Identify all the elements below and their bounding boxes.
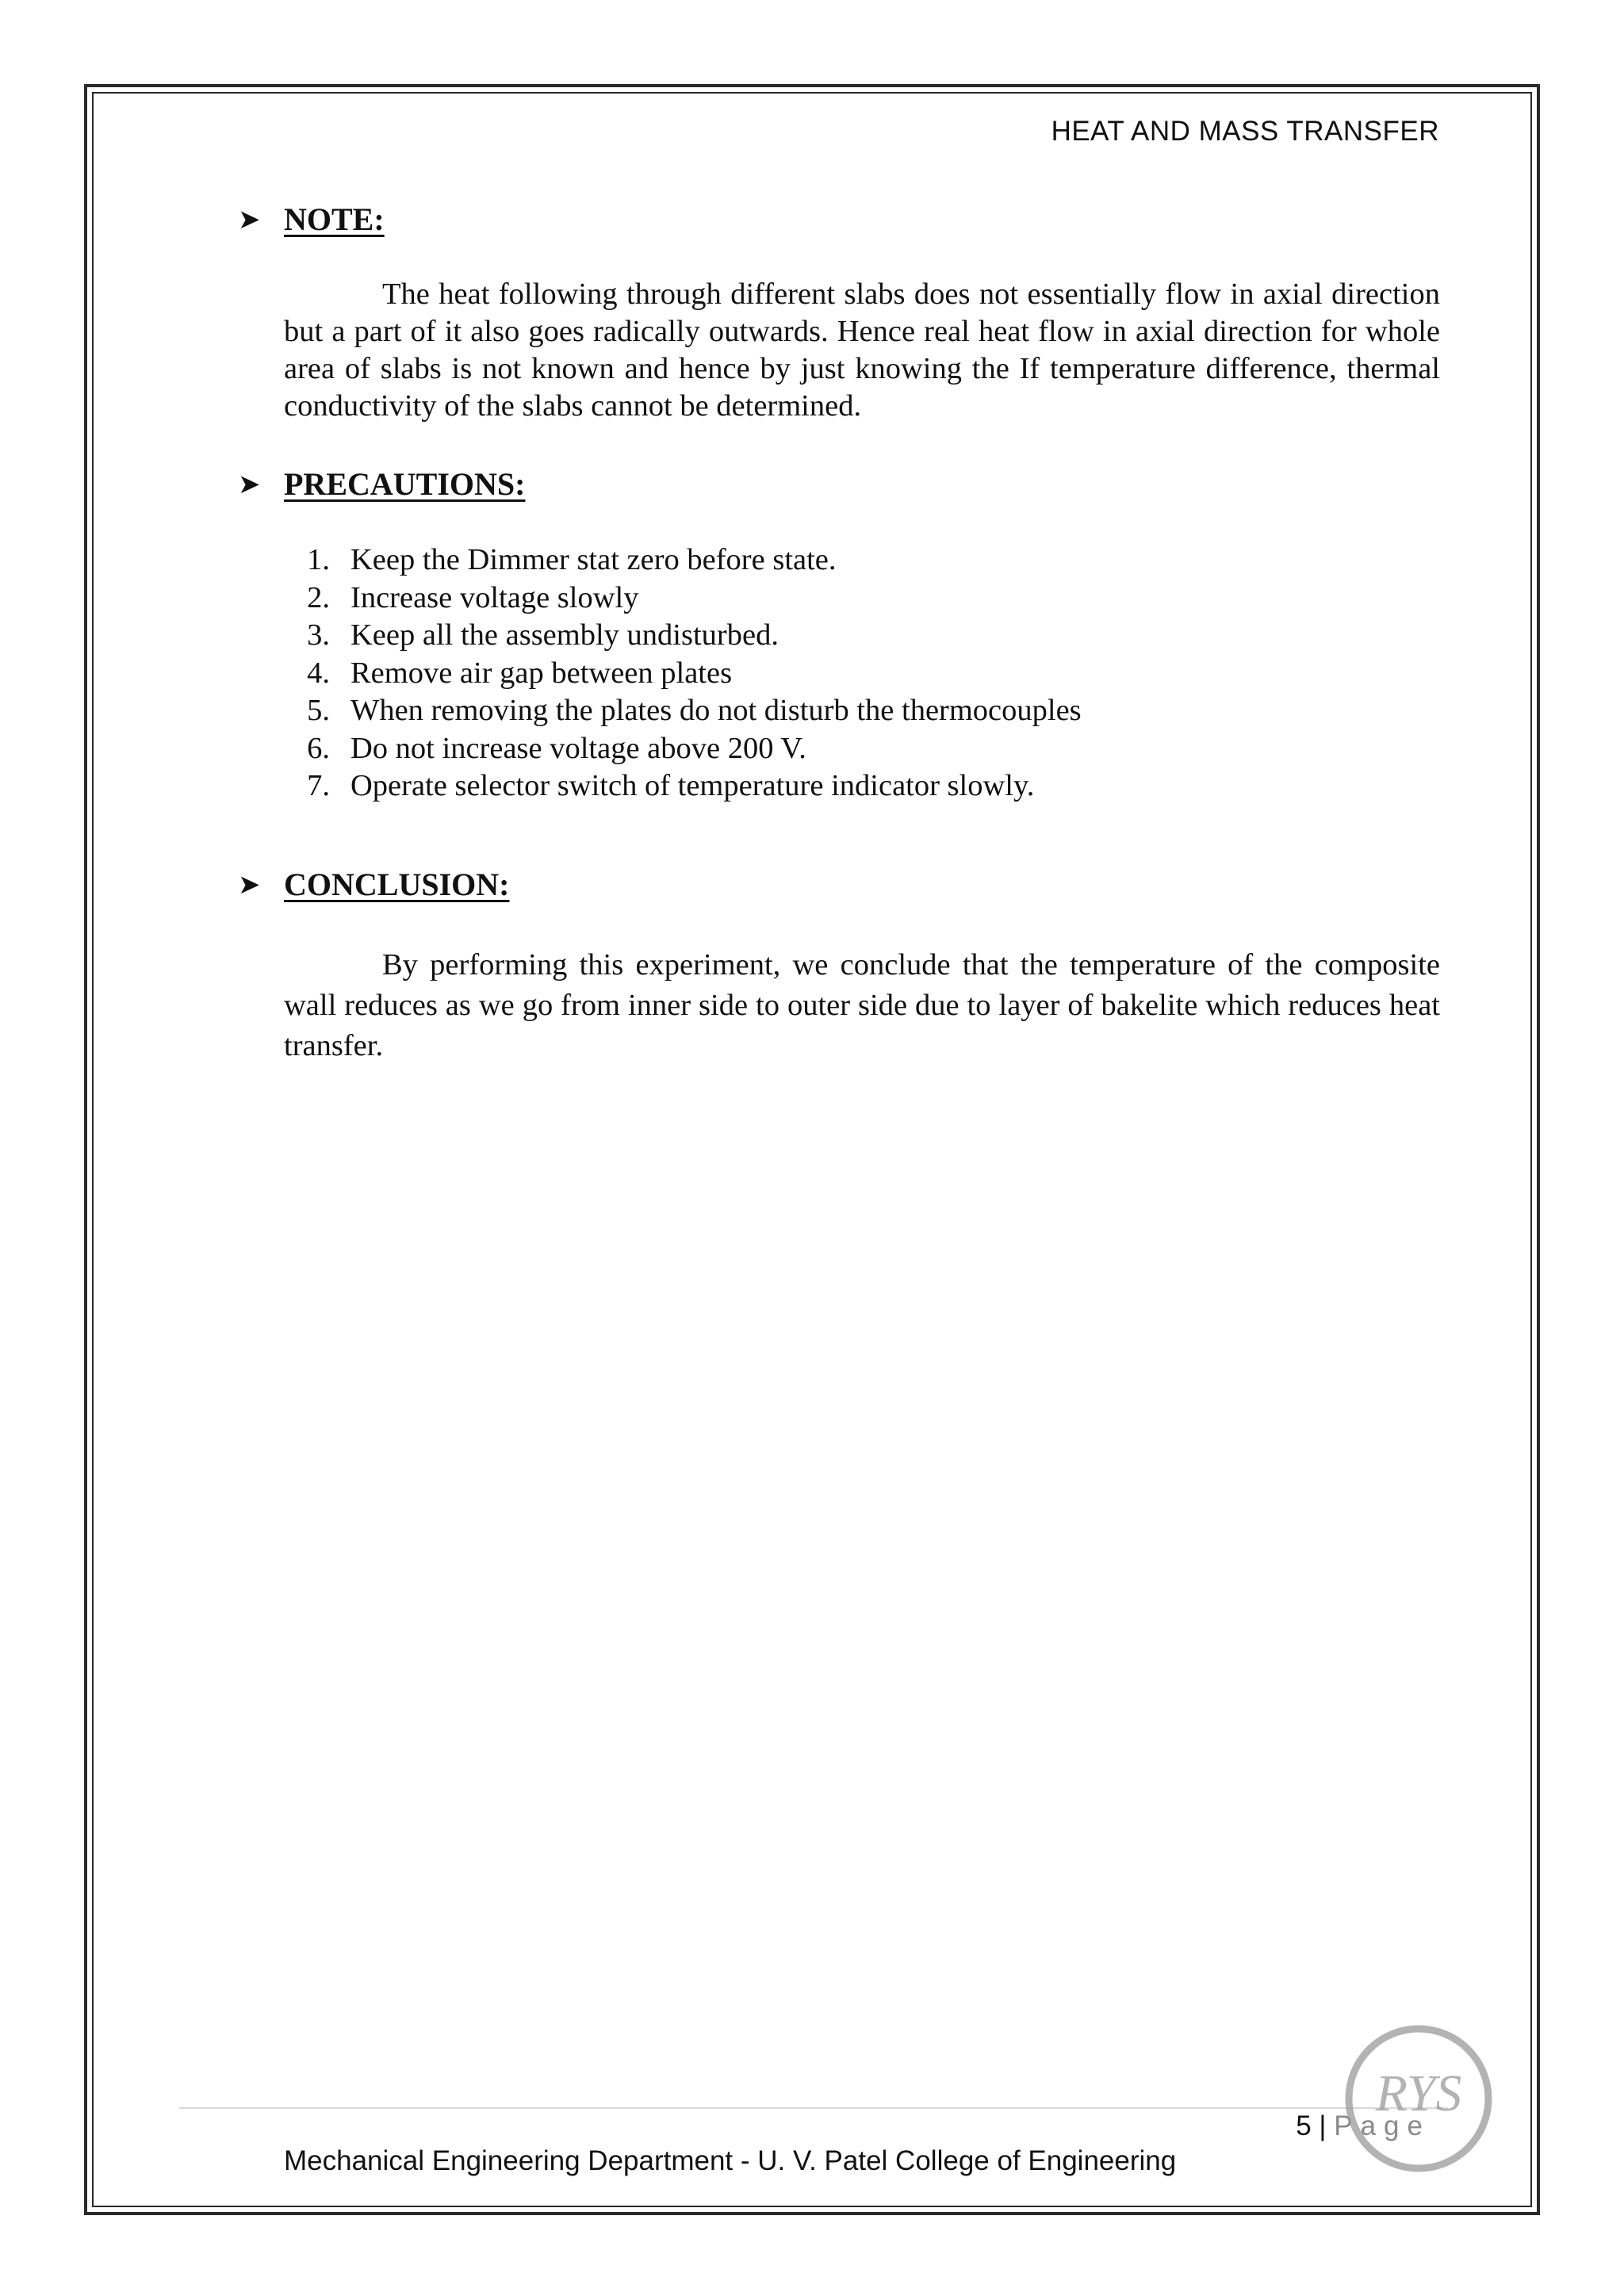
list-item <box>284 767 1082 806</box>
list-item-text: Remove air gap between plates <box>350 656 733 690</box>
list-item-number: 6. <box>307 731 330 765</box>
arrowhead-bullet-icon: ➤ <box>238 870 261 900</box>
list-item-text: Operate selector switch of temperature indicator slowly. <box>350 769 1035 802</box>
list-item-number: 1. <box>307 543 330 576</box>
note-heading-label: NOTE: <box>284 201 385 237</box>
precautions-list <box>284 541 1082 806</box>
list-item <box>284 541 1082 580</box>
page-number-separator: | <box>1319 2110 1327 2141</box>
page-number-value: 5 <box>1296 2110 1312 2141</box>
list-item-text: Increase voltage slowly <box>350 580 639 614</box>
footer-divider <box>179 2107 1448 2109</box>
list-item-text: When removing the plates do not disturb the thermocouples <box>350 694 1082 727</box>
seal-lettering: RYS <box>1375 2064 1462 2122</box>
precautions-heading <box>238 465 525 503</box>
list-item <box>284 655 1082 693</box>
list-item-number: 4. <box>307 656 330 690</box>
list-item-number: 5. <box>307 694 330 727</box>
rys-seal-logo <box>1342 2022 1496 2175</box>
note-heading <box>238 201 385 238</box>
list-item-text: Keep all the assembly undisturbed. <box>350 618 779 652</box>
arrowhead-bullet-icon: ➤ <box>238 205 261 235</box>
conclusion-heading <box>238 866 509 903</box>
conclusion-heading-label: CONCLUSION: <box>284 867 510 902</box>
arrowhead-bullet-icon: ➤ <box>238 469 261 499</box>
list-item-text: Keep the Dimmer stat zero before state. <box>350 543 837 576</box>
list-item <box>284 692 1082 730</box>
list-item <box>284 730 1082 768</box>
list-item-number: 3. <box>307 618 330 652</box>
list-item-text: Do not increase voltage above 200 V. <box>350 731 806 765</box>
running-header: HEAT AND MASS TRANSFER <box>1051 116 1439 147</box>
page-word: Page <box>1334 2110 1431 2141</box>
list-item-number: 2. <box>307 580 330 614</box>
footer-department: Mechanical Engineering Department - U. V. Patel College of Engineering <box>284 2145 1177 2176</box>
conclusion-paragraph: By performing this experiment, we conclude that the temperature of the composite wall reduces as we go from inner side to outer side due to layer of bakelite which reduces heat transfer. <box>284 948 1440 1062</box>
list-item-number: 7. <box>307 769 330 802</box>
precautions-heading-label: PRECAUTIONS: <box>284 466 526 502</box>
note-paragraph: The heat following through different slabs does not essentially flow in axial direction but a part of it also goes radically outwards. Hence real heat flow in axial direction for whole area of slabs is not known and hence by just knowing the If temperature difference, thermal conductivity of the slabs cannot be determined. <box>284 277 1440 423</box>
list-item <box>284 617 1082 655</box>
list-item <box>284 580 1082 618</box>
